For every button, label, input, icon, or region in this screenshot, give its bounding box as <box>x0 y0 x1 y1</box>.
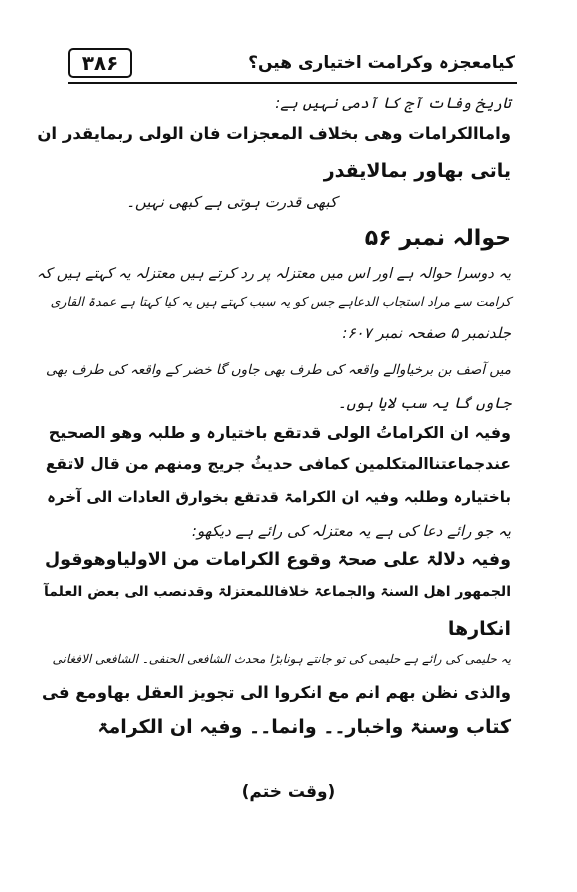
text-line: عندجماعتناالمتکلمین کمافی حدیثُ جریج ومنھم من قال لاتقع <box>45 455 511 473</box>
text-line: جاوں گا یہ سب لایا ہوں۔ <box>337 394 511 412</box>
text-line: یہ جو رائے دعا کی ہے یہ معتزلہ کی رائے ہے دیکھو: <box>191 522 511 540</box>
text-line: کتاب وسنۃ واخبار۔۔ وانما۔۔ وفیہ ان الکرامۃ <box>97 716 511 738</box>
closing-note: (وقت ختم) <box>241 782 336 802</box>
text-line: میں آصف بن برخیاوالے واقعہ کی طرف بھی جاوں گا خضر کے واقعہ کی طرف بھی <box>46 362 511 378</box>
text-line: باختیارہ وطلبہ وفیہ ان الکرامۃ قدتقع بخوارق العادات الی آخرہ <box>47 488 511 506</box>
text-line: وفیہ ان الکراماتُ الولی قدتقع باختیارہ و طلبہ وھو الصحیح <box>48 423 511 442</box>
text-line: کبھی قدرت ہوتی ہے کبھی نہیں۔ <box>126 193 337 211</box>
text-line: واماالکرامات وھی بخلاف المعجزات فان الولی ربمایقدر ان <box>37 124 511 143</box>
text-line: یاتی بھاور بمالایقدر <box>323 160 511 182</box>
page-header <box>68 48 517 84</box>
text-line: والذی نظن بھم انم مع انکروا الی تجویز العقل بھاومع فی <box>42 683 511 702</box>
section-heading: حوالہ نمبر ۵۶ <box>364 226 511 251</box>
text-line: کرامت سے مراد استجاب الدعاہے جس کو یہ سبب کہتے ہیں یہ کیا کہتا ہے عمدۃ القاری <box>50 294 511 309</box>
text-line: یہ دوسرا حوالہ ہے اور اس میں معتزلہ پر رد کرتے ہیں معتزلہ یہ کہتے ہیں کہ <box>36 266 511 282</box>
text-line: وفیہ دلالۃ علی صحۃ وقوع الکرامات من الاولیاوھوقول <box>44 550 511 570</box>
text-line: الجمھور اھل السنۃ والجماعۃ خلافاللمعتزلۃ وقدنصب الی بعض العلمآ <box>44 584 511 600</box>
text-line: تاریخ وفات آج کا آدمی نہیں ہے: <box>275 94 511 112</box>
page-number: ۳۸۶ <box>81 51 119 75</box>
text-line: جلدنمبر ۵ صفحہ نمبر ۶۰۷: <box>342 324 511 342</box>
page-number-box <box>68 48 132 78</box>
text-line: انکارھا <box>447 618 511 640</box>
text-line: یہ حلیمی کی رائے ہے حلیمی کی تو جانتے ہونابڑا محدث الشافعی الحنفی۔ الشافعی الافغانی <box>52 652 511 666</box>
running-title: کیامعجزہ وکرامت اختیاری ھیں؟ <box>248 53 515 73</box>
